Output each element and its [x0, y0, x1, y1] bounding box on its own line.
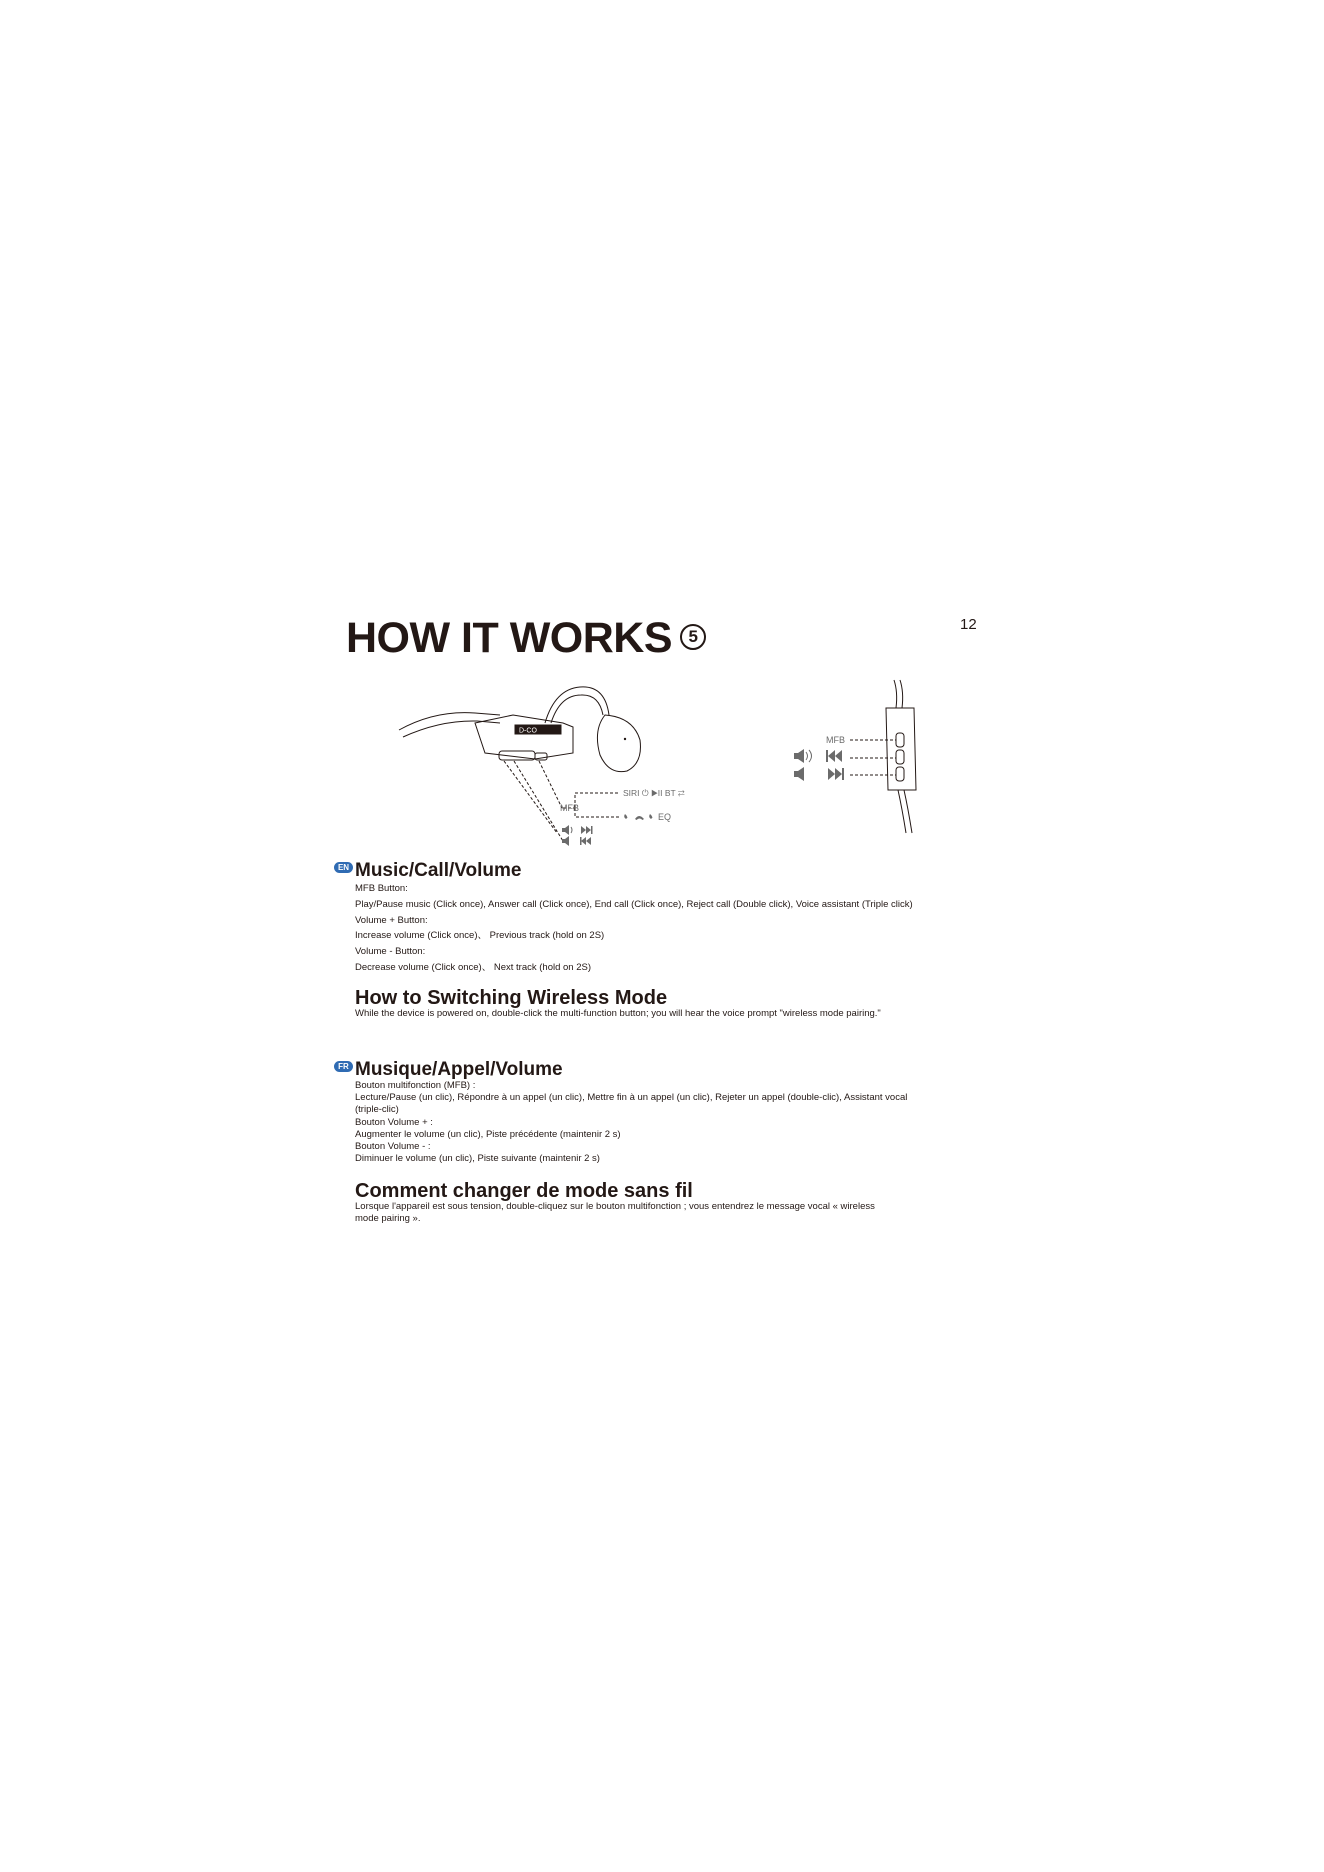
- volume-down-icon: [562, 836, 569, 846]
- fr-switch-line-2: mode pairing ».: [355, 1213, 421, 1224]
- en-line-4: Increase volume (Click once)、 Previous track (hold on 2S): [355, 930, 605, 941]
- en-heading-text: Music/Call/Volume: [355, 860, 522, 881]
- page-title-text: HOW IT WORKS: [346, 614, 673, 662]
- fr-heading: [334, 1059, 563, 1081]
- eq-label: EQ: [658, 812, 672, 822]
- en-line-5: Volume - Button:: [355, 946, 426, 957]
- next-track-icon: [581, 826, 593, 834]
- en-switch-heading: How to Switching Wireless Mode: [355, 987, 668, 1009]
- mfb-functions-row1: SIRI ⏻ ▶II BT ⇄: [623, 788, 685, 798]
- fr-line-5: Augmenter le volume (un clic), Piste précédente (maintenir 2 s): [355, 1129, 621, 1140]
- en-switch-text: While the device is powered on, double-click the multi-function button; you will hear the voice prompt "wireless mode pairing.": [355, 1008, 881, 1019]
- step-number-badge: 5: [680, 624, 706, 650]
- volume-down-icon-right: [794, 767, 804, 781]
- side-view-illustration: [790, 678, 940, 838]
- en-line-2: Play/Pause music (Click once), Answer call (Click once), End call (Click once), Reject call (Double click), Voice assistant (Triple click): [355, 899, 913, 910]
- mfb-label-right: MFB: [826, 735, 845, 745]
- fr-switch-heading: Comment changer de mode sans fil: [355, 1180, 693, 1202]
- fr-line-4: Bouton Volume + :: [355, 1117, 433, 1128]
- en-line-6: Decrease volume (Click once)、 Next track (hold on 2S): [355, 962, 592, 973]
- previous-track-icon-right: [826, 750, 842, 762]
- mfb-label: MFB: [560, 803, 579, 813]
- fr-heading-text: Musique/Appel/Volume: [355, 1059, 563, 1080]
- en-line-3: Volume + Button:: [355, 915, 428, 926]
- brand-text: D-CO: [519, 727, 537, 735]
- fr-line-2: Lecture/Pause (un clic), Répondre à un appel (un clic), Mettre fin à un appel (un clic), Rejeter un appel (double-clic), Assistant vocal: [355, 1092, 908, 1103]
- headset-illustration: [395, 675, 730, 847]
- page-number: 12: [960, 616, 977, 633]
- fr-line-3: (triple-clic): [355, 1104, 399, 1115]
- en-language-badge: EN: [334, 862, 353, 873]
- fr-line-1: Bouton multifonction (MFB) :: [355, 1080, 476, 1091]
- en-line-1: MFB Button:: [355, 883, 408, 894]
- fr-line-7: Diminuer le volume (un clic), Piste suivante (maintenir 2 s): [355, 1153, 600, 1164]
- en-heading: [334, 860, 521, 882]
- page-title: [346, 612, 706, 664]
- previous-track-icon: [580, 837, 591, 845]
- volume-up-icon-right: [794, 749, 812, 763]
- fr-switch-line-1: Lorsque l'appareil est sous tension, double-cliquez sur le bouton multifonction ; vous entendrez le message vocal « wireless: [355, 1201, 875, 1212]
- next-track-icon-right: [828, 768, 844, 780]
- call-icons: [624, 814, 652, 820]
- fr-line-6: Bouton Volume - :: [355, 1141, 431, 1152]
- fr-language-badge: FR: [334, 1061, 353, 1072]
- volume-up-icon: [562, 825, 572, 835]
